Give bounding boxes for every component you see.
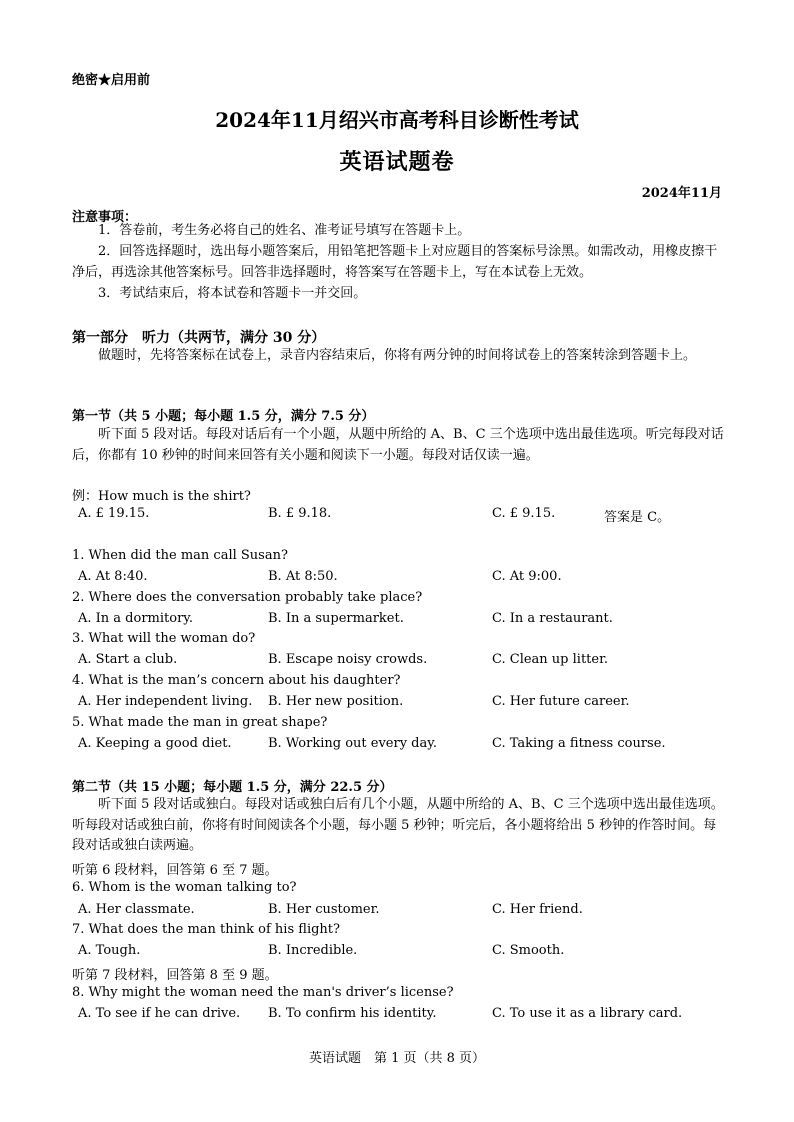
notice-heading: 注意事项： (72, 210, 138, 225)
example-question: 例：How much is the shirt? (72, 489, 251, 504)
q1-option-c: C. At 9:00. (492, 569, 562, 584)
example-option-b: B. £ 9.18. (268, 506, 332, 521)
q1-option-b: B. At 8:50. (268, 569, 338, 584)
part1-heading: 第一部分 听力（共两节，满分 30 分） (72, 330, 326, 346)
q4-option-a: A. Her independent living. (78, 694, 253, 709)
q3-option-c: C. Clean up litter. (492, 652, 609, 667)
q7-option-c: C. Smooth. (492, 943, 565, 958)
q8-option-b: B. To confirm his identity. (268, 1006, 437, 1021)
notice-item-1: 1．答卷前，考生务必将自己的姓名、准考证号填写在答题卡上。 (98, 223, 471, 238)
section2-instruction: 听下面 5 段对话或独白。每段对话或独白后有几个小题，从题中所给的 A、B、C 三个选项中选出最佳选项。听每段对话或独白前，你将有时间阅读各个小题，每小题 5 秒钟；听完后，各小题将给出 5 秒钟的作答时间。每段对话或独白读两遍。 (72, 797, 724, 853)
example-option-c: C. £ 9.15. (492, 506, 556, 521)
question-4: 4. What is the man’s concern about his daughter? (72, 673, 401, 688)
section2-heading: 第二节（共 15 小题；每小题 1.5 分，满分 22.5 分） (72, 780, 393, 795)
q3-option-b: B. Escape noisy crowds. (268, 652, 428, 667)
q6-option-a: A. Her classmate. (78, 902, 195, 917)
q4-option-c: C. Her future career. (492, 694, 630, 709)
material-6-note: 听第 6 段材料，回答第 6 至 7 题。 (72, 863, 278, 878)
exam-date: 2024年11月 (641, 186, 722, 201)
question-3: 3. What will the woman do? (72, 631, 256, 646)
confidential-label: 绝密★启用前 (72, 73, 151, 88)
q4-option-b: B. Her new position. (268, 694, 404, 709)
q2-option-a: A. In a dormitory. (78, 611, 194, 626)
question-6: 6. Whom is the woman talking to? (72, 880, 297, 895)
notice-item-2: 2．回答选择题时，选出每小题答案后，用铅笔把答题卡上对应题目的答案标号涂黑。如需改动，用橡皮擦干净后，再选涂其他答案标号。回答非选择题时，将答案写在答题卡上，写在本试卷上无效。 (72, 244, 718, 280)
question-8: 8. Why might the woman need the man's driver’s license? (72, 985, 454, 1000)
q2-option-b: B. In a supermarket. (268, 611, 404, 626)
question-7: 7. What does the man think of his flight? (72, 922, 340, 937)
q1-option-a: A. At 8:40. (78, 569, 148, 584)
q3-option-a: A. Start a club. (78, 652, 178, 667)
q5-option-a: A. Keeping a good diet. (78, 736, 232, 751)
q7-option-a: A. Tough. (78, 943, 141, 958)
section1-instruction: 听下面 5 段对话。每段对话后有一个小题，从题中所给的 A、B、C 三个选项中选出最佳选项。听完每段对话后，你都有 10 秒钟的时间来回答有关小题和阅读下一小题。每段对话仅读一遍。 (72, 427, 724, 463)
question-5: 5. What made the man in great shape? (72, 715, 328, 730)
q6-option-c: C. Her friend. (492, 902, 583, 917)
exam-title: 2024年11月绍兴市高考科目诊断性考试 (215, 108, 579, 132)
example-answer: 答案是 C。 (604, 510, 671, 525)
material-7-note: 听第 7 段材料，回答第 8 至 9 题。 (72, 968, 278, 983)
notice-item-3: 3．考试结束后，将本试卷和答题卡一并交回。 (98, 286, 367, 301)
q6-option-b: B. Her customer. (268, 902, 380, 917)
example-option-a: A. £ 19.15. (78, 506, 150, 521)
question-2: 2. Where does the conversation probably take place? (72, 590, 423, 605)
q5-option-b: B. Working out every day. (268, 736, 437, 751)
q2-option-c: C. In a restaurant. (492, 611, 613, 626)
part1-instruction: 做题时，先将答案标在试卷上，录音内容结束后，你将有两分钟的时间将试卷上的答案转涂到答题卡上。 (98, 348, 697, 363)
q8-option-c: C. To use it as a library card. (492, 1006, 683, 1021)
exam-subtitle: 英语试题卷 (339, 149, 455, 175)
q7-option-b: B. Incredible. (268, 943, 358, 958)
question-1: 1. When did the man call Susan? (72, 548, 288, 563)
q8-option-a: A. To see if he can drive. (78, 1006, 241, 1021)
page-footer: 英语试题 第 1 页（共 8 页） (308, 1051, 486, 1066)
q5-option-c: C. Taking a fitness course. (492, 736, 666, 751)
section1-heading: 第一节（共 5 小题；每小题 1.5 分，满分 7.5 分） (72, 409, 375, 424)
